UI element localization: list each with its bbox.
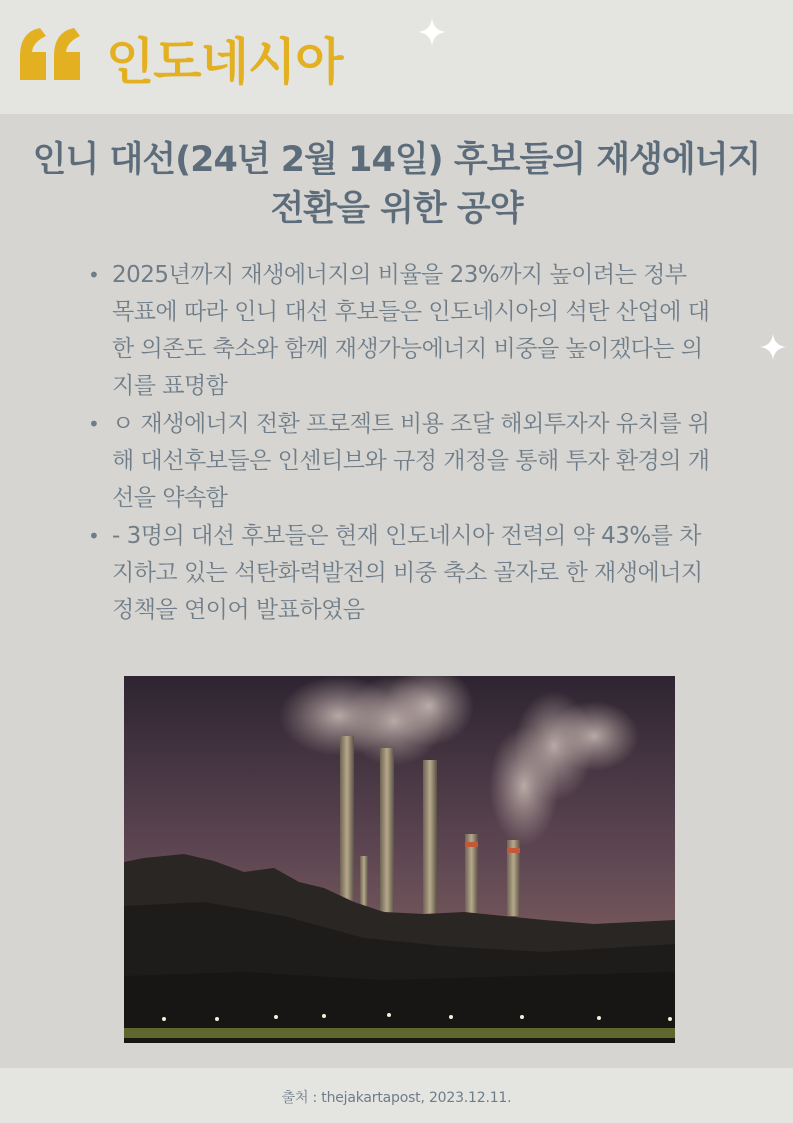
bullet-text: - 3명의 대선 후보들은 현재 인도네시아 전력의 약 43%를 차지하고 있는 석탄화력발전의 비중 축소 골자로 한 재생에너지 정책을 연이어 발표하였음 — [112, 523, 703, 623]
header-band — [0, 0, 793, 114]
list-item — [84, 256, 712, 405]
sparkle-icon — [418, 18, 446, 46]
list-item — [84, 405, 712, 517]
bullet-text: 2025년까지 재생에너지의 비율을 23%까지 높이려는 정부 목표에 따라 인니 대선 후보들은 인도네시아의 석탄 산업에 대한 의존도 축소와 함께 재생가능에너지 비중을 높이겠다는 의지를 표명함 — [112, 262, 710, 399]
bullet-list — [84, 256, 712, 629]
source-caption: 출처 : thejakartapost, 2023.12.11. — [281, 1090, 512, 1106]
header-title: 인도네시아 — [106, 33, 343, 91]
bullet-marker: • — [88, 412, 100, 436]
power-plant-photo — [124, 676, 675, 1043]
bullet-text: ㅇ 재생에너지 전환 프로젝트 비용 조달 해외투자자 유치를 위해 대선후보들은 인센티브와 규정 개정을 통해 투자 환경의 개선을 약속함 — [112, 411, 710, 511]
list-item — [84, 517, 712, 629]
power-plant-illustration — [124, 676, 675, 1043]
bullet-marker: • — [88, 524, 100, 548]
bullet-marker: • — [88, 263, 100, 287]
double-quote-icon — [18, 26, 84, 80]
page-title: 인니 대선(24년 2월 14일) 후보들의 재생에너지 전환을 위한 공약 — [32, 140, 761, 229]
sparkle-icon — [760, 334, 786, 360]
